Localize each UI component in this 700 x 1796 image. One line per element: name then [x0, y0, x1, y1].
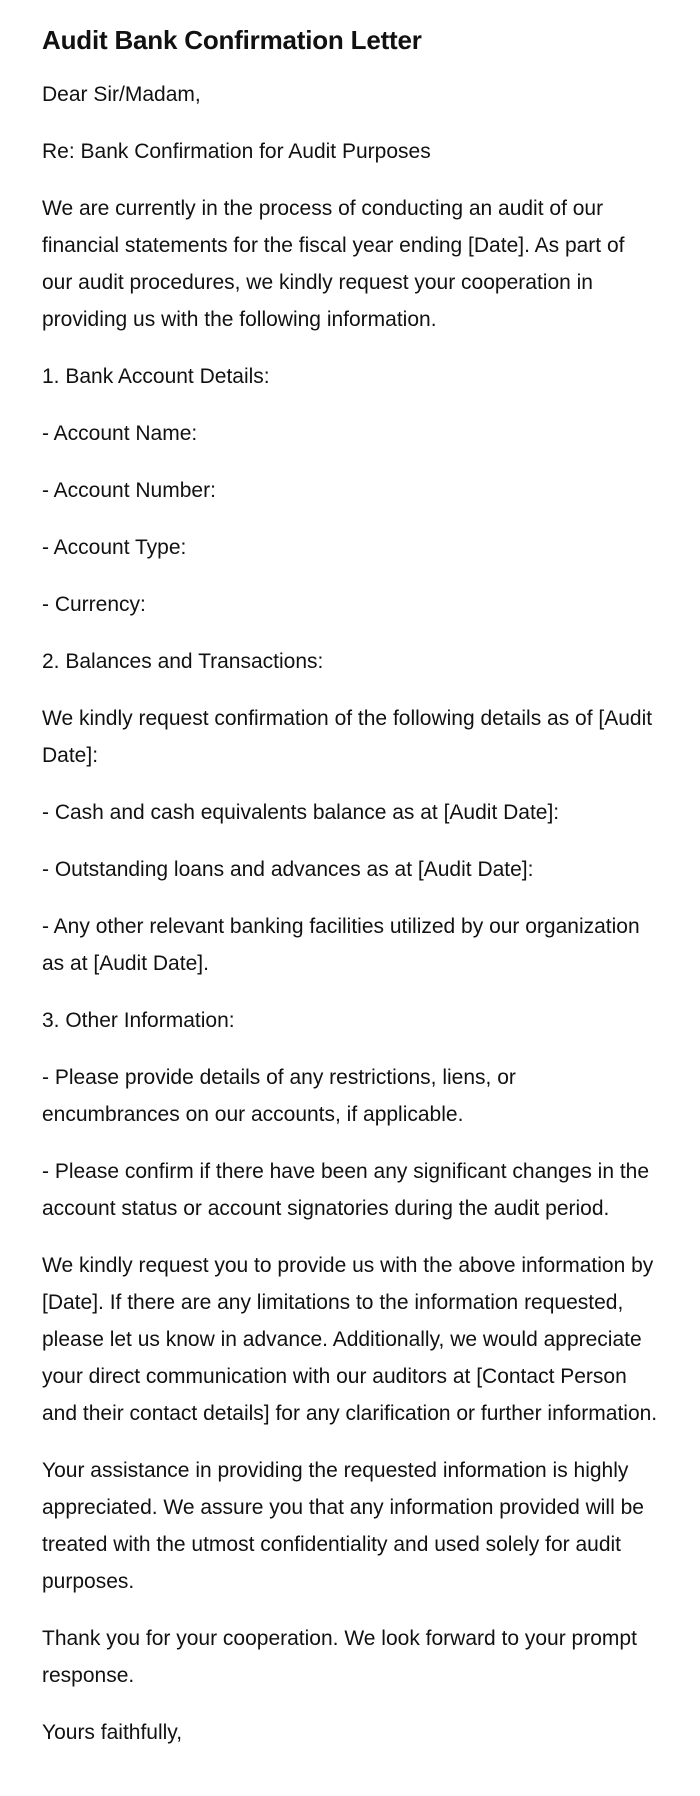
list-item-account-number: - Account Number:: [42, 479, 216, 502]
section-heading-balances-and-transactions: 2. Balances and Transactions:: [42, 650, 324, 673]
balances-request-paragraph: We kindly request confirmation of the following details as of [Audit Date]:: [42, 707, 653, 767]
list-item-currency: - Currency:: [42, 593, 146, 616]
list-item-significant-changes: - Please confirm if there have been any significant changes in the account status or account signatories during the audit period.: [42, 1160, 650, 1220]
list-item-other-facilities: - Any other relevant banking facilities utilized by our organization as at [Audit Date].: [42, 915, 640, 975]
list-item-restrictions: - Please provide details of any restrictions, liens, or encumbrances on our accounts, if applicable.: [42, 1066, 516, 1126]
section-heading-other-information: 3. Other Information:: [42, 1009, 235, 1032]
list-item-account-type: - Account Type:: [42, 536, 187, 559]
intro-paragraph: We are currently in the process of conducting an audit of our financial statements for the fiscal year ending [Date]. As part of our audit procedures, we kindly request your cooperation in providing us with the following information.: [42, 197, 625, 331]
salutation: Dear Sir/Madam,: [42, 83, 201, 106]
list-item-cash-balance: - Cash and cash equivalents balance as at [Audit Date]:: [42, 801, 560, 824]
list-item-outstanding-loans: - Outstanding loans and advances as at [Audit Date]:: [42, 858, 534, 881]
assurance-paragraph: Your assistance in providing the requested information is highly appreciated. We assure you that any information provided will be treated with the utmost confidentiality and used solely for audit purposes.: [42, 1459, 644, 1593]
deadline-paragraph: We kindly request you to provide us with the above information by [Date]. If there are any limitations to the information requested, please let us know in advance. Additionally, we would appreciate your direct communication with our auditors at [Contact Person and their contact details] for any clarification or further information.: [42, 1254, 658, 1425]
subject-line: Re: Bank Confirmation for Audit Purposes: [42, 140, 431, 163]
document-title: Audit Bank Confirmation Letter: [42, 25, 422, 55]
thanks-paragraph: Thank you for your cooperation. We look forward to your prompt response.: [42, 1627, 637, 1687]
closing: Yours faithfully,: [42, 1721, 183, 1744]
list-item-account-name: - Account Name:: [42, 422, 198, 445]
section-heading-bank-account-details: 1. Bank Account Details:: [42, 365, 270, 388]
